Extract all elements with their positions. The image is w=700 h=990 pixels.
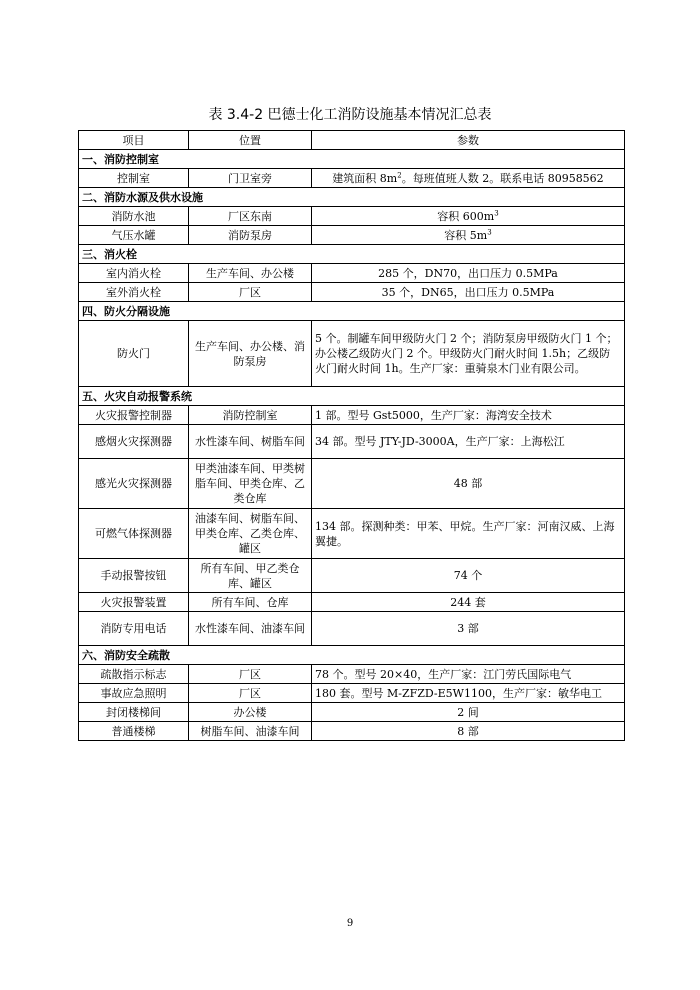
section-label: 二、消防水源及供水设施	[79, 188, 625, 207]
params-superscript: 2	[397, 170, 402, 179]
params-superscript: 3	[487, 227, 492, 236]
table-row	[79, 665, 625, 684]
table-row	[79, 703, 625, 722]
cell-params: 5 个。制罐车间甲级防火门 2 个；消防泵房甲级防火门 1 个；办公楼乙级防火门 2 个。甲级防火门耐火时间 1.5h；乙级防火门耐火时间 1h。生产厂家：重骑泉木门业有限公司。	[312, 321, 625, 387]
cell-params: 244 套	[312, 593, 625, 612]
cell-item: 消防水池	[79, 207, 189, 226]
cell-location: 树脂车间、油漆车间	[189, 722, 312, 741]
cell-params: 1 部。型号 Gst5000，生产厂家：海湾安全技术	[312, 406, 625, 425]
cell-location: 所有车间、仓库	[189, 593, 312, 612]
cell-location: 生产车间、办公楼	[189, 264, 312, 283]
cell-location: 消防控制室	[189, 406, 312, 425]
cell-item: 疏散指示标志	[79, 665, 189, 684]
cell-item: 感光火灾探测器	[79, 459, 189, 509]
page-number: 9	[346, 918, 354, 929]
cell-item: 消防专用电话	[79, 612, 189, 646]
cell-params: 3 部	[312, 612, 625, 646]
section-row	[79, 646, 625, 665]
cell-location: 厂区东南	[189, 207, 312, 226]
table-row	[79, 226, 625, 245]
cell-location: 油漆车间、树脂车间、甲类仓库、乙类仓库、罐区	[189, 509, 312, 559]
page-title: 表 3.4-2 巴德士化工消防设施基本情况汇总表	[208, 107, 492, 123]
table-row	[79, 559, 625, 593]
cell-params	[312, 226, 625, 245]
section-row	[79, 302, 625, 321]
cell-params: 74 个	[312, 559, 625, 593]
section-label: 一、消防控制室	[79, 150, 625, 169]
cell-location: 水性漆车间、油漆车间	[189, 612, 312, 646]
table-row	[79, 283, 625, 302]
cell-item: 室外消火栓	[79, 283, 189, 302]
cell-location: 水性漆车间、树脂车间	[189, 425, 312, 459]
cell-item: 控制室	[79, 169, 189, 188]
table-row	[79, 207, 625, 226]
header-params: 参数	[312, 131, 625, 150]
table-row	[79, 459, 625, 509]
header-item: 项目	[79, 131, 189, 150]
table-row	[79, 593, 625, 612]
cell-item: 事故应急照明	[79, 684, 189, 703]
cell-params: 134 部。探测种类：甲苯、甲烷。生产厂家：河南汉威、上海翼捷。	[312, 509, 625, 559]
cell-item: 气压水罐	[79, 226, 189, 245]
section-label: 六、消防安全疏散	[79, 646, 625, 665]
table-row	[79, 321, 625, 387]
cell-params: 2 间	[312, 703, 625, 722]
cell-location: 门卫室旁	[189, 169, 312, 188]
table-row	[79, 406, 625, 425]
cell-params: 180 套。型号 M-ZFZD-E5W1100，生产厂家：敏华电工	[312, 684, 625, 703]
header-location: 位置	[189, 131, 312, 150]
cell-item: 防火门	[79, 321, 189, 387]
table-row	[79, 684, 625, 703]
table-row	[79, 612, 625, 646]
cell-item: 手动报警按钮	[79, 559, 189, 593]
section-row	[79, 387, 625, 406]
cell-location: 所有车间、甲乙类仓库、罐区	[189, 559, 312, 593]
table-row	[79, 169, 625, 188]
cell-item: 感烟火灾探测器	[79, 425, 189, 459]
cell-params	[312, 207, 625, 226]
cell-item: 可燃气体探测器	[79, 509, 189, 559]
cell-location: 办公楼	[189, 703, 312, 722]
cell-params: 35 个，DN65，出口压力 0.5MPa	[312, 283, 625, 302]
table-row	[79, 722, 625, 741]
table-header-row	[79, 131, 625, 150]
params-text: 容积 600m	[437, 209, 495, 223]
cell-location: 生产车间、办公楼、消防泵房	[189, 321, 312, 387]
params-suffix: 。每班值班人数 2。联系电话 80958562	[401, 171, 604, 185]
cell-params: 8 部	[312, 722, 625, 741]
cell-location: 甲类油漆车间、甲类树脂车间、甲类仓库、乙类仓库	[189, 459, 312, 509]
cell-location: 厂区	[189, 665, 312, 684]
cell-params: 48 部	[312, 459, 625, 509]
cell-item: 封闭楼梯间	[79, 703, 189, 722]
fire-facilities-table	[78, 130, 625, 741]
section-label: 四、防火分隔设施	[79, 302, 625, 321]
cell-item: 火灾报警控制器	[79, 406, 189, 425]
cell-params: 78 个。型号 20×40，生产厂家：江门劳氏国际电气	[312, 665, 625, 684]
section-row	[79, 245, 625, 264]
cell-location: 消防泵房	[189, 226, 312, 245]
cell-item: 室内消火栓	[79, 264, 189, 283]
cell-location: 厂区	[189, 283, 312, 302]
params-text: 建筑面积 8m	[332, 171, 398, 185]
params-text: 容积 5m	[444, 228, 488, 242]
cell-params: 285 个，DN70，出口压力 0.5MPa	[312, 264, 625, 283]
cell-item: 火灾报警装置	[79, 593, 189, 612]
table-row	[79, 509, 625, 559]
table-row	[79, 425, 625, 459]
section-row	[79, 188, 625, 207]
section-row	[79, 150, 625, 169]
cell-location: 厂区	[189, 684, 312, 703]
cell-item: 普通楼梯	[79, 722, 189, 741]
cell-params: 34 部。型号 JTY-JD-3000A，生产厂家：上海松江	[312, 425, 625, 459]
section-label: 三、消火栓	[79, 245, 625, 264]
section-label: 五、火灾自动报警系统	[79, 387, 625, 406]
table-row	[79, 264, 625, 283]
params-superscript: 3	[494, 208, 499, 217]
table-body	[79, 131, 625, 741]
cell-params	[312, 169, 625, 188]
